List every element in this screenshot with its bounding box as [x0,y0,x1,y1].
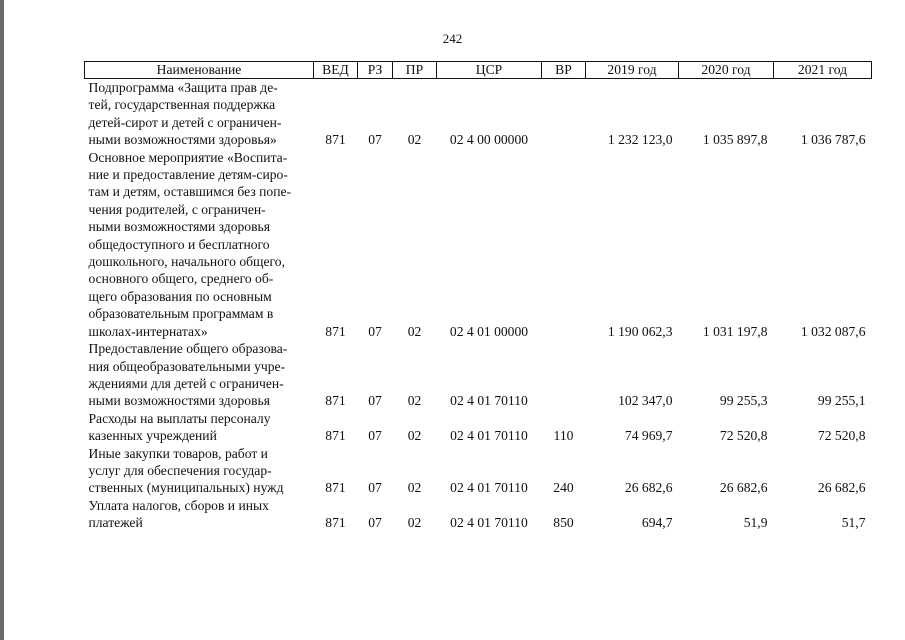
table-row [85,340,872,410]
table-header-row [85,62,872,79]
table-row [85,149,872,340]
cell-rz: 07 [368,428,382,444]
column-header-rz: РЗ [358,62,393,79]
budget-table [84,61,872,532]
name-line: ние и предоставление детям-сиро- [88,167,288,183]
cell-2021: 99 255,1 [817,393,866,409]
cell-2019: 1 232 123,0 [607,132,673,148]
name-line: Подпрограмма «Защита прав де- [88,80,278,95]
name-line: образовательным программам в [88,306,274,322]
cell-vr [542,79,586,149]
column-header-pr: ПР [393,62,437,79]
name-line: ными возможностями здоровья» [88,132,277,148]
cell-rz: 07 [368,132,382,148]
name-line: ждениями для детей с ограничен- [88,375,284,391]
name-line: дошкольного, начального общего, [88,254,285,270]
name-line: школах-интернатах» [88,323,208,339]
column-header-2021: 2021 год [774,62,872,79]
table-header [85,62,872,79]
cell-pr: 02 [407,323,422,339]
name-line: услуг для обеспечения государ- [88,462,272,478]
cell-ved: 871 [325,515,346,531]
cell-csr: 02 4 01 70110 [450,428,528,444]
cell-2019: 1 190 062,3 [607,323,673,339]
cell-csr: 02 4 01 00000 [449,323,529,339]
cell-name [85,79,314,149]
cell-name [85,410,314,445]
column-header-ved: ВЕД [314,62,358,79]
cell-rz: 07 [368,393,382,409]
name-line: детей-сирот и детей с ограничен- [88,114,282,130]
page-number: 242 [442,31,463,46]
cell-vr [542,340,586,410]
cell-pr: 02 [407,428,422,444]
cell-pr: 02 [407,132,422,148]
name-line: платежей [88,515,143,531]
table-row [85,79,872,149]
cell-vr [542,149,586,340]
cell-rz: 07 [368,323,382,339]
cell-csr: 02 4 01 70110 [450,480,528,496]
name-line: казенных учреждений [88,428,217,444]
cell-pr: 02 [407,515,422,531]
cell-ved: 871 [325,480,346,496]
cell-rz: 07 [368,515,382,531]
cell-vr: 850 [553,515,574,531]
name-line: Предоставление общего образова- [88,341,288,357]
column-header-name: Наименование [85,62,314,79]
name-line: ными возможностями здоровья [88,219,270,235]
cell-2021: 1 036 787,6 [800,132,866,148]
cell-name [85,149,314,340]
cell-ved: 871 [325,428,346,444]
cell-pr: 02 [407,480,422,496]
cell-vr: 240 [553,480,574,496]
cell-ved: 871 [325,132,346,148]
cell-csr: 02 4 00 00000 [449,132,529,148]
cell-2020: 99 255,3 [719,393,768,409]
table-row [85,497,872,532]
name-line: Уплата налогов, сборов и иных [88,497,269,513]
name-line: там и детям, оставшимся без попе- [88,184,292,200]
cell-2020: 51,9 [743,515,768,531]
cell-2019: 26 682,6 [624,480,673,496]
cell-pr: 02 [407,393,422,409]
cell-ved: 871 [325,393,346,409]
column-header-csr: ЦСР [437,62,542,79]
name-line: ными возможностями здоровья [88,393,270,409]
name-line: Основное мероприятие «Воспита- [88,149,288,165]
name-line: Иные закупки товаров, работ и [88,445,268,461]
cell-2019: 694,7 [641,515,673,531]
cell-2020: 72 520,8 [719,428,768,444]
cell-2021: 72 520,8 [817,428,866,444]
table-row [85,445,872,497]
name-line: тей, государственная поддержка [88,97,276,113]
cell-2021: 51,7 [841,515,866,531]
cell-ved: 871 [325,323,346,339]
name-line: чения родителей, с ограничен- [88,201,266,217]
cell-name [85,445,314,497]
name-line: общедоступного и бесплатного [88,236,270,252]
column-header-vr: ВР [542,62,586,79]
cell-csr: 02 4 01 70110 [450,515,528,531]
cell-2020: 1 035 897,8 [702,132,768,148]
name-line: щего образования по основным [88,288,272,304]
table-body [85,79,872,532]
cell-2020: 26 682,6 [719,480,768,496]
cell-2019: 74 969,7 [624,428,673,444]
table-row [85,410,872,445]
name-line: основного общего, среднего об- [88,271,274,287]
cell-rz: 07 [368,480,382,496]
name-line: ственных (муниципальных) нужд [88,480,284,496]
cell-name [85,497,314,532]
column-header-2019: 2019 год [586,62,679,79]
page-left-edge [0,0,4,640]
cell-2021: 26 682,6 [817,480,866,496]
cell-2020: 1 031 197,8 [702,323,768,339]
cell-name [85,340,314,410]
cell-2019: 102 347,0 [618,393,673,409]
name-line: Расходы на выплаты персоналу [88,410,271,426]
column-header-2020: 2020 год [679,62,774,79]
cell-2021: 1 032 087,6 [800,323,866,339]
name-line: ния общеобразовательными учре- [88,358,286,374]
cell-csr: 02 4 01 70110 [450,393,528,409]
cell-vr: 110 [553,428,574,444]
